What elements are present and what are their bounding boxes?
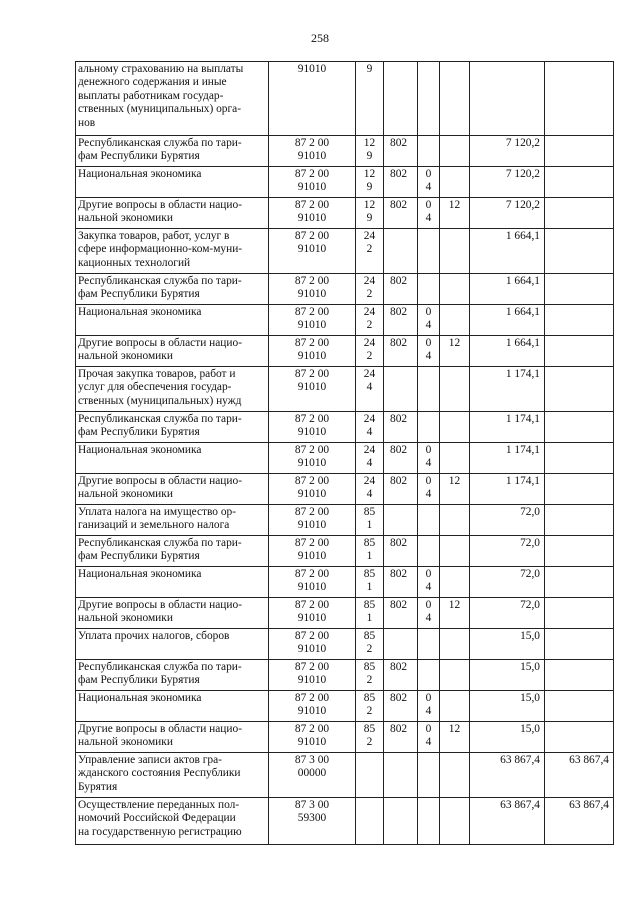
amount-year1-cell: 15,0 bbox=[470, 660, 545, 691]
amount-year1-cell: 1 174,1 bbox=[470, 474, 545, 505]
admin-code-cell: 802 bbox=[384, 722, 418, 753]
target-article-cell: 87 2 00 91010 bbox=[269, 536, 356, 567]
admin-code-cell bbox=[384, 629, 418, 660]
amount-year2-cell bbox=[545, 367, 614, 412]
amount-year2-cell bbox=[545, 598, 614, 629]
amount-year2-cell bbox=[545, 167, 614, 198]
row-name-cell: Другие вопросы в области нацио- нальной экономики bbox=[76, 198, 269, 229]
amount-year1-cell: 1 664,1 bbox=[470, 274, 545, 305]
target-article-cell: 87 2 00 91010 bbox=[269, 136, 356, 167]
admin-code-cell: 802 bbox=[384, 474, 418, 505]
table-row bbox=[76, 229, 614, 274]
admin-code-cell bbox=[384, 798, 418, 845]
row-name-cell: Республиканская служба по тари- фам Республики Бурятия bbox=[76, 536, 269, 567]
section-cell bbox=[418, 505, 440, 536]
expense-type-cell: 85 1 bbox=[356, 536, 384, 567]
amount-year2-cell bbox=[545, 536, 614, 567]
amount-year1-cell: 72,0 bbox=[470, 598, 545, 629]
admin-code-cell bbox=[384, 229, 418, 274]
target-article-cell: 87 2 00 91010 bbox=[269, 229, 356, 274]
amount-year2-cell bbox=[545, 660, 614, 691]
table-row bbox=[76, 598, 614, 629]
row-name-cell: Другие вопросы в области нацио- нальной экономики bbox=[76, 598, 269, 629]
row-name-cell: Национальная экономика bbox=[76, 167, 269, 198]
expense-type-cell: 85 1 bbox=[356, 567, 384, 598]
amount-year2-cell bbox=[545, 629, 614, 660]
amount-year2-cell: 63 867,4 bbox=[545, 798, 614, 845]
amount-year2-cell bbox=[545, 136, 614, 167]
admin-code-cell: 802 bbox=[384, 443, 418, 474]
admin-code-cell bbox=[384, 62, 418, 136]
target-article-cell: 87 2 00 91010 bbox=[269, 443, 356, 474]
table-row bbox=[76, 62, 614, 136]
target-article-cell: 87 2 00 91010 bbox=[269, 505, 356, 536]
table-row bbox=[76, 412, 614, 443]
row-name-cell: Республиканская служба по тари- фам Республики Бурятия bbox=[76, 136, 269, 167]
expense-type-cell: 12 9 bbox=[356, 198, 384, 229]
amount-year2-cell bbox=[545, 336, 614, 367]
page-number: 258 bbox=[311, 31, 329, 45]
amount-year2-cell bbox=[545, 443, 614, 474]
table-row bbox=[76, 660, 614, 691]
row-name-cell: Другие вопросы в области нацио- нальной экономики bbox=[76, 336, 269, 367]
section-cell bbox=[418, 798, 440, 845]
expense-type-cell: 24 4 bbox=[356, 367, 384, 412]
target-article-cell: 87 2 00 91010 bbox=[269, 274, 356, 305]
subsection-cell bbox=[440, 536, 470, 567]
subsection-cell bbox=[440, 443, 470, 474]
amount-year2-cell bbox=[545, 229, 614, 274]
amount-year2-cell bbox=[545, 62, 614, 136]
admin-code-cell: 802 bbox=[384, 598, 418, 629]
amount-year1-cell: 72,0 bbox=[470, 567, 545, 598]
subsection-cell: 12 bbox=[440, 474, 470, 505]
row-name-cell: Республиканская служба по тари- фам Республики Бурятия bbox=[76, 412, 269, 443]
amount-year1-cell: 15,0 bbox=[470, 722, 545, 753]
amount-year1-cell: 1 174,1 bbox=[470, 367, 545, 412]
table-row bbox=[76, 474, 614, 505]
table-row bbox=[76, 274, 614, 305]
amount-year2-cell bbox=[545, 474, 614, 505]
target-article-cell: 87 3 00 59300 bbox=[269, 798, 356, 845]
table-row bbox=[76, 136, 614, 167]
amount-year2-cell bbox=[545, 722, 614, 753]
budget-table bbox=[75, 61, 614, 845]
amount-year2-cell bbox=[545, 274, 614, 305]
section-cell: 0 4 bbox=[418, 474, 440, 505]
target-article-cell: 87 2 00 91010 bbox=[269, 691, 356, 722]
subsection-cell bbox=[440, 629, 470, 660]
target-article-cell: 87 2 00 91010 bbox=[269, 305, 356, 336]
amount-year1-cell: 1 664,1 bbox=[470, 336, 545, 367]
section-cell bbox=[418, 367, 440, 412]
target-article-cell: 87 2 00 91010 bbox=[269, 722, 356, 753]
admin-code-cell: 802 bbox=[384, 336, 418, 367]
amount-year1-cell: 72,0 bbox=[470, 505, 545, 536]
expense-type-cell: 85 1 bbox=[356, 505, 384, 536]
table-row bbox=[76, 198, 614, 229]
table-row bbox=[76, 629, 614, 660]
subsection-cell bbox=[440, 136, 470, 167]
admin-code-cell: 802 bbox=[384, 536, 418, 567]
subsection-cell bbox=[440, 505, 470, 536]
admin-code-cell: 802 bbox=[384, 136, 418, 167]
section-cell: 0 4 bbox=[418, 567, 440, 598]
admin-code-cell: 802 bbox=[384, 198, 418, 229]
section-cell: 0 4 bbox=[418, 167, 440, 198]
target-article-cell: 87 2 00 91010 bbox=[269, 598, 356, 629]
expense-type-cell bbox=[356, 798, 384, 845]
row-name-cell: Другие вопросы в области нацио- нальной экономики bbox=[76, 722, 269, 753]
amount-year1-cell: 1 174,1 bbox=[470, 443, 545, 474]
expense-type-cell: 85 2 bbox=[356, 629, 384, 660]
target-article-cell: 87 2 00 91010 bbox=[269, 567, 356, 598]
table-row bbox=[76, 691, 614, 722]
amount-year2-cell bbox=[545, 567, 614, 598]
amount-year1-cell: 1 664,1 bbox=[470, 305, 545, 336]
amount-year1-cell: 7 120,2 bbox=[470, 167, 545, 198]
admin-code-cell: 802 bbox=[384, 412, 418, 443]
expense-type-cell: 85 2 bbox=[356, 660, 384, 691]
amount-year1-cell: 15,0 bbox=[470, 691, 545, 722]
subsection-cell bbox=[440, 567, 470, 598]
subsection-cell: 12 bbox=[440, 336, 470, 367]
expense-type-cell: 12 9 bbox=[356, 136, 384, 167]
expense-type-cell: 24 2 bbox=[356, 229, 384, 274]
expense-type-cell: 24 4 bbox=[356, 474, 384, 505]
amount-year1-cell: 1 174,1 bbox=[470, 412, 545, 443]
subsection-cell bbox=[440, 367, 470, 412]
expense-type-cell: 24 2 bbox=[356, 305, 384, 336]
expense-type-cell: 24 4 bbox=[356, 443, 384, 474]
table-row bbox=[76, 505, 614, 536]
subsection-cell: 12 bbox=[440, 598, 470, 629]
admin-code-cell bbox=[384, 367, 418, 412]
section-cell: 0 4 bbox=[418, 198, 440, 229]
row-name-cell: Республиканская служба по тари- фам Республики Бурятия bbox=[76, 274, 269, 305]
subsection-cell bbox=[440, 167, 470, 198]
target-article-cell: 87 2 00 91010 bbox=[269, 474, 356, 505]
expense-type-cell: 9 bbox=[356, 62, 384, 136]
section-cell bbox=[418, 536, 440, 567]
target-article-cell: 87 2 00 91010 bbox=[269, 167, 356, 198]
admin-code-cell bbox=[384, 505, 418, 536]
expense-type-cell: 24 4 bbox=[356, 412, 384, 443]
section-cell: 0 4 bbox=[418, 722, 440, 753]
section-cell: 0 4 bbox=[418, 598, 440, 629]
row-name-cell: Осуществление переданных пол- номочий Российской Федерации на государственную регистрацию bbox=[76, 798, 269, 845]
table-row bbox=[76, 536, 614, 567]
section-cell: 0 4 bbox=[418, 336, 440, 367]
admin-code-cell: 802 bbox=[384, 167, 418, 198]
admin-code-cell: 802 bbox=[384, 660, 418, 691]
amount-year1-cell: 7 120,2 bbox=[470, 136, 545, 167]
row-name-cell: Управление записи актов гра- жданского состояния Республики Бурятия bbox=[76, 753, 269, 798]
admin-code-cell: 802 bbox=[384, 567, 418, 598]
amount-year1-cell: 63 867,4 bbox=[470, 798, 545, 845]
section-cell bbox=[418, 136, 440, 167]
expense-type-cell: 85 2 bbox=[356, 722, 384, 753]
subsection-cell bbox=[440, 798, 470, 845]
admin-code-cell: 802 bbox=[384, 305, 418, 336]
admin-code-cell bbox=[384, 753, 418, 798]
table-row bbox=[76, 798, 614, 845]
amount-year2-cell bbox=[545, 505, 614, 536]
row-name-cell: Уплата прочих налогов, сборов bbox=[76, 629, 269, 660]
row-name-cell: Республиканская служба по тари- фам Республики Бурятия bbox=[76, 660, 269, 691]
target-article-cell: 87 2 00 91010 bbox=[269, 367, 356, 412]
table-row bbox=[76, 336, 614, 367]
expense-type-cell bbox=[356, 753, 384, 798]
amount-year2-cell bbox=[545, 691, 614, 722]
section-cell: 0 4 bbox=[418, 691, 440, 722]
subsection-cell bbox=[440, 753, 470, 798]
section-cell bbox=[418, 753, 440, 798]
target-article-cell: 87 2 00 91010 bbox=[269, 336, 356, 367]
row-name-cell: Уплата налога на имущество ор- ганизаций и земельного налога bbox=[76, 505, 269, 536]
subsection-cell bbox=[440, 691, 470, 722]
table-row bbox=[76, 167, 614, 198]
row-name-cell: Прочая закупка товаров, работ и услуг для обеспечения государ- ственных (муниципальных) нужд bbox=[76, 367, 269, 412]
section-cell bbox=[418, 229, 440, 274]
row-name-cell: Национальная экономика bbox=[76, 305, 269, 336]
section-cell bbox=[418, 62, 440, 136]
admin-code-cell: 802 bbox=[384, 691, 418, 722]
subsection-cell bbox=[440, 412, 470, 443]
section-cell bbox=[418, 660, 440, 691]
section-cell bbox=[418, 412, 440, 443]
row-name-cell: Другие вопросы в области нацио- нальной экономики bbox=[76, 474, 269, 505]
target-article-cell: 87 2 00 91010 bbox=[269, 629, 356, 660]
expense-type-cell: 24 2 bbox=[356, 336, 384, 367]
target-article-cell: 91010 bbox=[269, 62, 356, 136]
amount-year1-cell: 15,0 bbox=[470, 629, 545, 660]
target-article-cell: 87 2 00 91010 bbox=[269, 412, 356, 443]
budget-table-body bbox=[76, 62, 614, 845]
table-row bbox=[76, 367, 614, 412]
table-row bbox=[76, 443, 614, 474]
target-article-cell: 87 2 00 91010 bbox=[269, 198, 356, 229]
row-name-cell: альному страхованию на выплаты денежного содержания и иные выплаты работникам государ- ственных (муниципальных) орга- нов bbox=[76, 62, 269, 136]
expense-type-cell: 85 1 bbox=[356, 598, 384, 629]
amount-year2-cell: 63 867,4 bbox=[545, 753, 614, 798]
table-row bbox=[76, 753, 614, 798]
subsection-cell bbox=[440, 274, 470, 305]
amount-year2-cell bbox=[545, 305, 614, 336]
subsection-cell bbox=[440, 660, 470, 691]
amount-year2-cell bbox=[545, 198, 614, 229]
amount-year2-cell bbox=[545, 412, 614, 443]
row-name-cell: Национальная экономика bbox=[76, 443, 269, 474]
table-row bbox=[76, 722, 614, 753]
table-row bbox=[76, 567, 614, 598]
amount-year1-cell bbox=[470, 62, 545, 136]
section-cell bbox=[418, 629, 440, 660]
amount-year1-cell: 1 664,1 bbox=[470, 229, 545, 274]
amount-year1-cell: 63 867,4 bbox=[470, 753, 545, 798]
subsection-cell: 12 bbox=[440, 198, 470, 229]
section-cell: 0 4 bbox=[418, 443, 440, 474]
amount-year1-cell: 7 120,2 bbox=[470, 198, 545, 229]
section-cell: 0 4 bbox=[418, 305, 440, 336]
amount-year1-cell: 72,0 bbox=[470, 536, 545, 567]
target-article-cell: 87 3 00 00000 bbox=[269, 753, 356, 798]
expense-type-cell: 85 2 bbox=[356, 691, 384, 722]
expense-type-cell: 24 2 bbox=[356, 274, 384, 305]
section-cell bbox=[418, 274, 440, 305]
admin-code-cell: 802 bbox=[384, 274, 418, 305]
subsection-cell bbox=[440, 229, 470, 274]
table-row bbox=[76, 305, 614, 336]
subsection-cell bbox=[440, 62, 470, 136]
subsection-cell bbox=[440, 305, 470, 336]
subsection-cell: 12 bbox=[440, 722, 470, 753]
target-article-cell: 87 2 00 91010 bbox=[269, 660, 356, 691]
expense-type-cell: 12 9 bbox=[356, 167, 384, 198]
row-name-cell: Национальная экономика bbox=[76, 691, 269, 722]
row-name-cell: Национальная экономика bbox=[76, 567, 269, 598]
row-name-cell: Закупка товаров, работ, услуг в сфере информационно-ком-муни- кационных технологий bbox=[76, 229, 269, 274]
